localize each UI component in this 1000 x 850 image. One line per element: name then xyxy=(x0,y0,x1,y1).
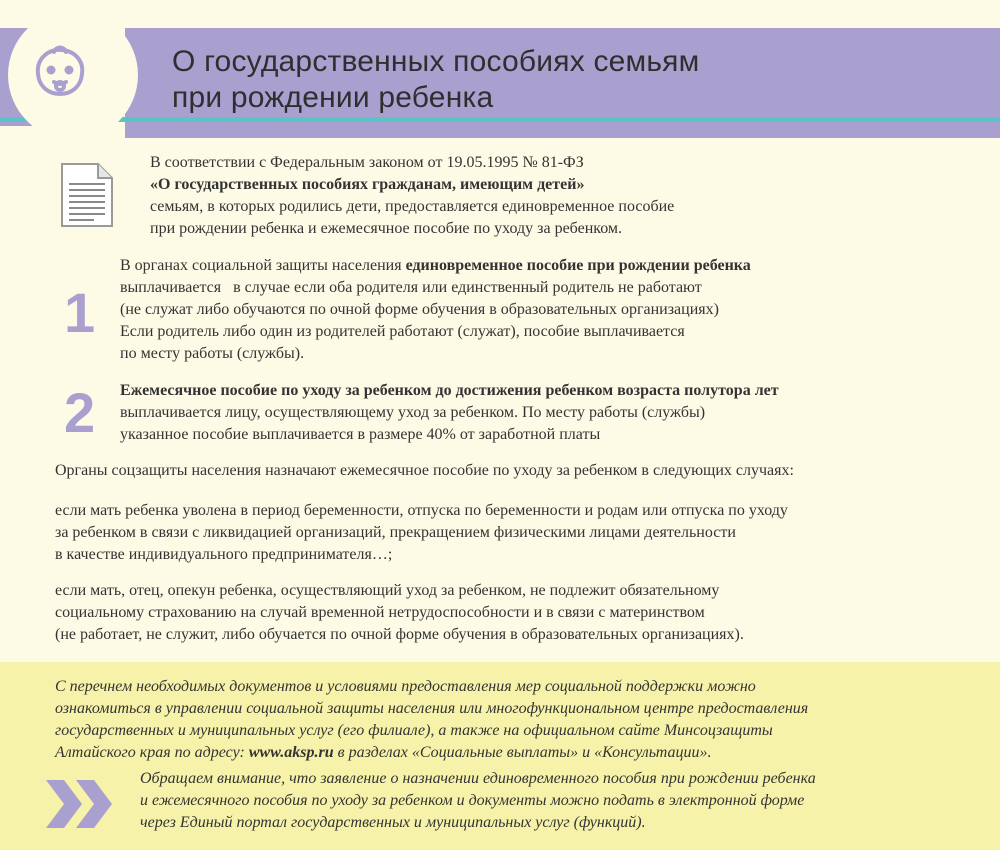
contacts-line-4-post: в разделах «Социальные выплаты» и «Консультации». xyxy=(333,744,712,761)
intro-law-title: «О государственных пособиях гражданам, имеющим детей» xyxy=(150,176,585,193)
case-1-line-2: за ребенком в связи с ликвидацией организаций, прекращением физическими лицами деятельности xyxy=(55,524,736,541)
notice-text xyxy=(140,768,816,834)
page-title xyxy=(172,44,699,116)
item-2-line-2: выплачивается лицу, осуществляющему уход за ребенком. По месту работы (службы) xyxy=(120,404,706,421)
title-line-2: при рождении ребенка xyxy=(172,81,494,114)
case-1-line-1: если мать ребенка уволена в период беременности, отпуска по беременности и родам или отпуска по уходу xyxy=(55,502,788,519)
item-2-line-3: указанное пособие выплачивается в размере 40% от заработной платы xyxy=(120,426,601,443)
header-accent-line xyxy=(0,117,1000,122)
contacts-text xyxy=(55,676,808,764)
notice-line-1: Обращаем внимание, что заявление о назначении единовременного пособия при рождении ребенка xyxy=(140,770,816,787)
case-2-line-1: если мать, отец, опекун ребенка, осуществляющий уход за ребенком, не подлежит обязательному xyxy=(55,582,720,599)
item-2-text xyxy=(120,380,779,446)
item-1-line-2: выплачивается в случае если оба родителя или единственный родитель не работают xyxy=(120,279,702,296)
item-1-line-1-plain: В органах социальной защиты населения xyxy=(120,257,406,274)
intro-line-1: В соответствии с Федеральным законом от 19.05.1995 № 81-ФЗ xyxy=(150,154,584,171)
baby-face-icon xyxy=(28,40,92,104)
case-1 xyxy=(55,500,788,566)
website-link[interactable]: www.aksp.ru xyxy=(248,744,334,761)
item-2-line-1: Ежемесячное пособие по уходу за ребенком до достижения ребенком возраста полутора лет xyxy=(120,382,779,399)
cases-intro-line: Органы соцзащиты населения назначают ежемесячное пособие по уходу за ребенком в следующих случаях: xyxy=(55,462,794,479)
cases-intro xyxy=(55,460,794,482)
contacts-line-4 xyxy=(55,742,808,764)
item-1-text xyxy=(120,255,751,365)
case-2-line-3: (не работает, не служит, либо обучается по очной форме обучения в образовательных организациях). xyxy=(55,626,744,643)
item-1-line-1-bold: единовременное пособие при рождении ребенка xyxy=(405,257,751,274)
item-number-1: 1 xyxy=(64,281,96,344)
header xyxy=(0,0,1000,140)
case-2 xyxy=(55,580,744,646)
intro-line-4: при рождении ребенка и ежемесячное пособие по уходу за ребенком. xyxy=(150,220,623,237)
intro-text xyxy=(150,152,674,240)
notice-line-2: и ежемесячного пособия по уходу за ребенком и документы можно подать в электронной форме xyxy=(140,792,805,809)
notice-line-3: через Единый портал государственных и муниципальных услуг (функций). xyxy=(140,814,646,831)
document-icon xyxy=(60,162,114,228)
item-number-2: 2 xyxy=(64,381,96,444)
contacts-line-4-pre: Алтайского края по адресу: xyxy=(55,744,249,761)
contacts-line-2: ознакомиться в управлении социальной защиты населения или многофункциональном центре предоставления xyxy=(55,700,809,717)
contacts-line-3: государственных и муниципальных услуг (его филиале), а также на официальном сайте Минсоцзащиты xyxy=(55,722,773,739)
double-chevron-right-icon xyxy=(42,776,122,832)
item-1-line-4: Если родитель либо один из родителей работают (служат), пособие выплачивается xyxy=(120,323,685,340)
case-1-line-3: в качестве индивидуального предпринимателя…; xyxy=(55,546,393,563)
title-line-1: О государственных пособиях семьям xyxy=(172,45,700,78)
item-1-line-1 xyxy=(120,255,751,277)
item-1-line-3: (не служат либо обучаются по очной форме обучения в образовательных организациях) xyxy=(120,301,719,318)
item-1-line-5: по месту работы (службы). xyxy=(120,345,305,362)
case-2-line-2: социальному страхованию на случай временной нетрудоспособности и в связи с материнством xyxy=(55,604,705,621)
contacts-line-1: С перечнем необходимых документов и условиями предоставления мер социальной поддержки можно xyxy=(55,678,756,695)
intro-line-3: семьям, в которых родились дети, предоставляется единовременное пособие xyxy=(150,198,675,215)
